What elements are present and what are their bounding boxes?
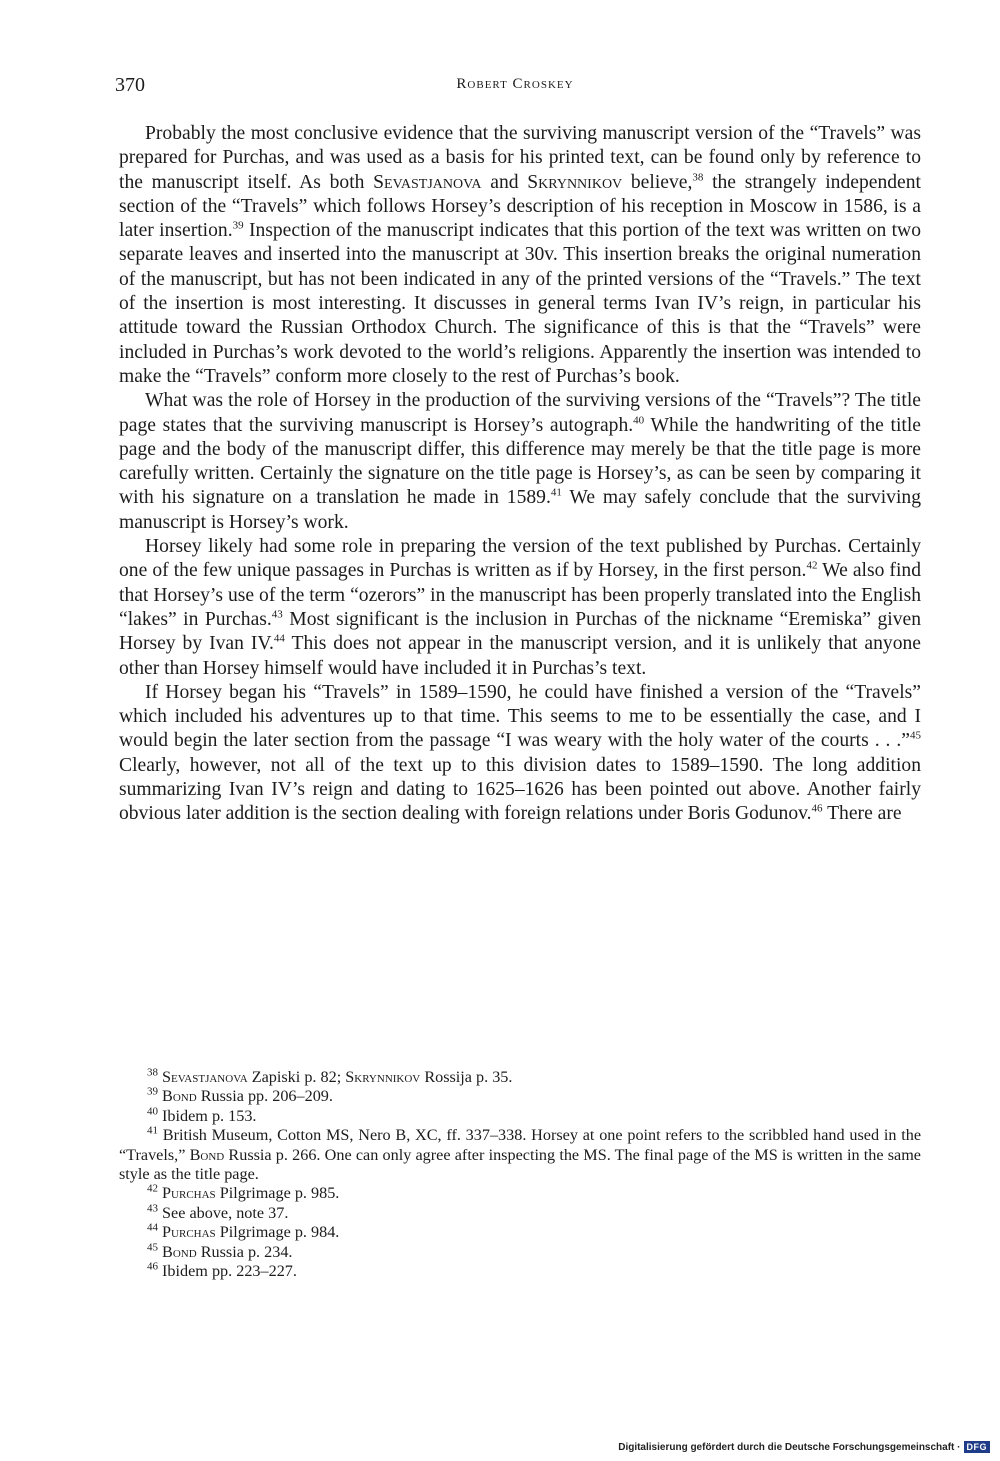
author-name: Bond [162,1087,197,1106]
text-run: Most significant is the inclusion in Purchas of the nickname “Eremiska” given Horsey by Ivan IV. [119,608,922,655]
author-name: Purchas [162,1223,216,1242]
author-name: Sevastjanova [373,171,482,193]
footnote-number: 40 [147,1105,158,1118]
text-run: Russia p. 266. One can only agree after inspecting the MS. The final page of the MS is written in the same style as the title page. [119,1145,921,1184]
footnote [119,1087,921,1106]
footnote [119,1262,921,1281]
text-run: Ibidem p. 153. [162,1106,257,1125]
text-run: Russia p. 234. [196,1242,293,1261]
text-run: Ibidem pp. 223–227. [162,1262,297,1281]
paragraph [119,535,921,681]
text-run: Russia pp. 206–209. [196,1087,333,1106]
footnote-number: 44 [147,1221,158,1234]
text-run: While the handwriting of the title page and the body of the manuscript differ, this difference may merely be that the title page is more carefully written. Certainly the signature on the title page is Horsey’s, as can be seen by comparing it with his signature on a translation he made in 1589. [119,414,921,509]
text-run: the strangely independent section of the “Travels” which follows Horsey’s description of his reception in Moscow in 1586, is a later insertion. [119,171,921,242]
footnote-number: 45 [147,1241,158,1254]
author-name: Sevastjanova [162,1068,248,1086]
footnote-ref: 45 [910,729,921,742]
footnote [119,1223,921,1242]
paragraph [119,389,921,535]
footnote [119,1107,921,1126]
text-run: Pilgrimage p. 984. [215,1223,340,1242]
digitization-footer [618,1441,990,1453]
footnote-ref: 38 [692,171,704,184]
text-run: We also find that Horsey’s use of the term “ozerors” in the manuscript has been properly translated into the English “lakes” in Purchas. [119,560,921,630]
text-run: This does not appear in the manuscript version, and it is unlikely that anyone other than Horsey himself would have included it in Purchas’s text. [119,633,921,679]
footnote-number: 43 [147,1202,158,1215]
author-name: Skrynnikov [345,1068,421,1086]
footnotes [119,1068,921,1281]
text-run: and [481,171,528,193]
footnote [119,1204,921,1223]
author-name: Bond [189,1145,225,1164]
footer-text: Digitalisierung gefördert durch die Deutsche Forschungsgemeinschaft · [618,1441,961,1453]
paragraph [119,681,921,827]
text-run: If Horsey began his “Travels” in 1589–1590, he could have finished a version of the “Travels” which included his adventures up to that time. This seems to me to be essentially the case, and I would begin the later section from the passage “I was weary with the holy water of the courts . . .” [119,681,921,752]
footnote [119,1068,921,1087]
author-name: Bond [162,1242,197,1261]
footnote [119,1243,921,1262]
footnote [119,1126,921,1184]
text-run: Rossija p. 35. [420,1068,513,1086]
footnote-ref: 39 [232,219,244,232]
footnote-number: 41 [147,1124,158,1137]
text-run: There are [822,803,902,825]
footnote-ref: 43 [271,608,283,621]
footnote [119,1184,921,1203]
text-run: Pilgrimage p. 985. [215,1184,340,1203]
text-run: Inspection of the manuscript indicates that this portion of the text was written on two separate leaves and inserted into the manuscript at 30v. This insertion breaks the original numeration of the manuscript, but has not been indicated in any of the printed versions of the “Travels.” The text of the insertion is most interesting. It discusses in general terms Ivan IV’s reign, in particular his attitude toward the Russian Orthodox Church. The significance of this is that the “Travels” were included in Purchas’s work devoted to the world’s religions. Apparently the insertion was intended to make the “Travels” conform more closely to the rest of Purchas’s book. [119,220,921,387]
footnote-number: 38 [147,1066,158,1079]
text-run: Zapiski p. 82; [247,1068,346,1086]
text-run: Horsey likely had some role in preparing the version of the text published by Purchas. Certainly one of the few unique passages in Purchas is written as if by Horsey, in the first person. [119,536,921,582]
author-name: Purchas [162,1184,216,1203]
paragraph [119,122,921,389]
footnote-number: 42 [147,1183,158,1196]
text-run: Clearly, however, not all of the text up to this division dates to 1589–1590. The long addition summarizing Ivan IV’s reign and dating to 1625–1626 has been pointed out above. Another fairly obvious later addition is the section dealing with foreign relations under Boris Godunov. [119,754,921,825]
running-header [115,74,915,100]
dfg-logo: DFG [964,1441,991,1453]
text-run: What was the role of Horsey in the production of the surviving versions of the “Travels”? The title page states that the surviving manuscript is Horsey’s autograph. [119,390,921,436]
footnote-ref: 44 [273,632,285,645]
text-run: Probably the most conclusive evidence that the surviving manuscript version of the “Travels” was prepared for Purchas, and was used as a basis for his printed text, can be found only by reference to the manuscript itself. As both [119,123,921,193]
author-name: Skrynnikov [527,171,623,193]
running-title: Robert Croskey [456,76,574,92]
text-run: See above, note 37. [162,1203,289,1222]
footnote-ref: 41 [550,486,562,499]
text-run: British Museum, Cotton MS, Nero B, XC, ff. 337–338. Horsey at one point refers to the scribbled hand used in the “Travels,” [119,1126,921,1164]
text-run: believe, [622,171,693,193]
text-run: We may safely conclude that the surviving manuscript is Horsey’s work. [119,487,921,533]
body-text [119,122,921,827]
footnote-ref: 46 [811,802,823,815]
page-number: 370 [115,74,145,96]
footnote-ref: 42 [806,559,818,572]
footnote-ref: 40 [633,414,645,427]
footnote-number: 46 [147,1260,158,1273]
footnote-number: 39 [147,1086,158,1099]
